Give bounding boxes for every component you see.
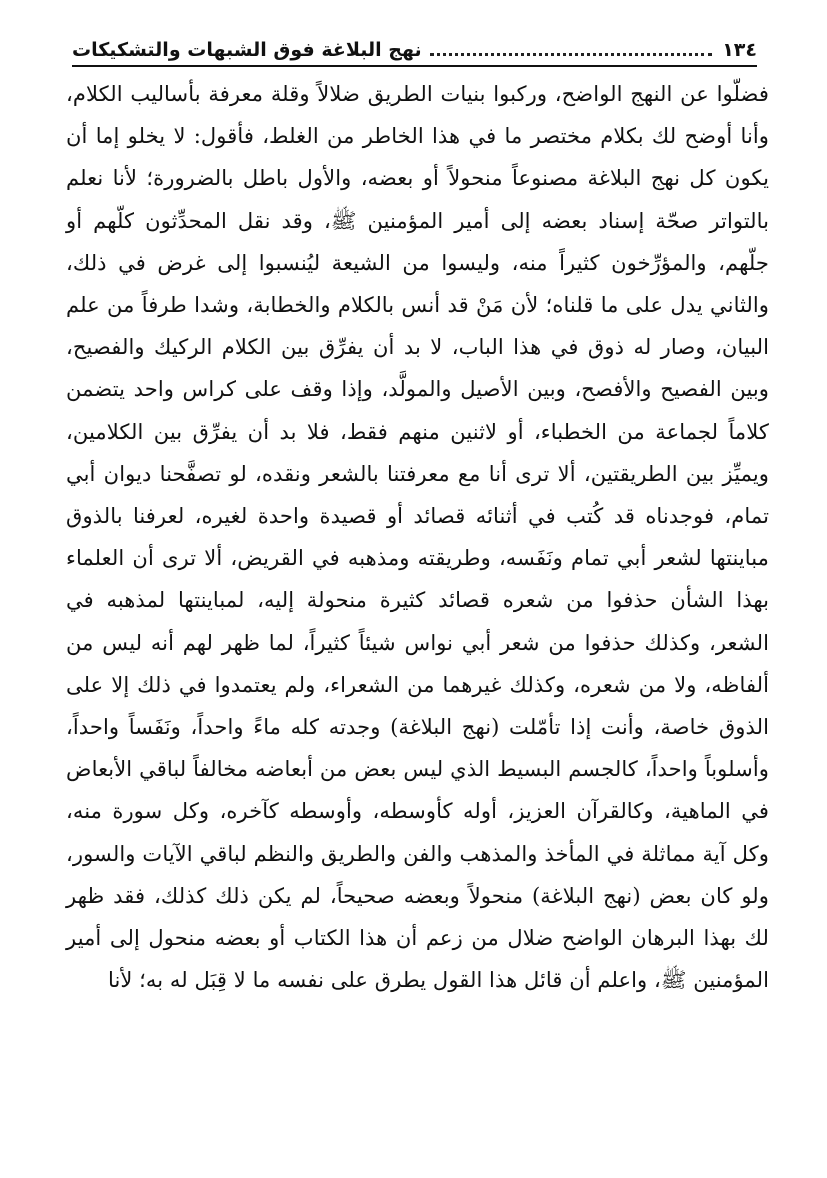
running-header [72, 24, 757, 64]
header-rule [72, 65, 757, 67]
running-header-title: نهج البلاغة فوق الشبهات والتشكيكات [72, 39, 422, 61]
page-number: ١٣٤ [722, 39, 757, 61]
body-paragraph: فضلّوا عن النهج الواضح، وركبوا بنيات الطريق ضلالاً وقلة معرفة بأساليب الكلام، وأنا أوضح لك بكلام مختصر ما في هذا الخاطر من الغلط، فأقول: لا يخلو إما أن يكون كل نهج البلاغة مصنوعاً منحولاً أو بعضه، والأول باطل بالضرورة؛ لأنا نعلم بالتواتر صحّة إسناد بعضه إلى أمير المؤمنين ﷺ، وقد نقل المحدِّثون كلّهم أو جلّهم، والمؤرِّخون كثيراً منه، وليسوا من الشيعة ليُنسبوا إلى غرض في ذلك، والثاني يدل على ما قلناه؛ لأن مَنْ قد أنس بالكلام والخطابة، وشدا طرفاً من علم البيان، وصار له ذوق في هذا الباب، لا بد أن يفرِّق بين الكلام الركيك والفصيح، وبين الفصيح والأفصح، وبين الأصيل والمولَّد، وإذا وقف على كراس واحد يتضمن كلاماً لجماعة من الخطباء، أو لاثنين منهم فقط، فلا بد أن يفرِّق بين الكلامين، ويميِّز بين الطريقتين، ألا ترى أنا مع معرفتنا بالشعر ونقده، لو تصفَّحنا ديوان أبي تمام، فوجدناه قد كُتب في أثنائه قصائد أو قصيدة واحدة لغيره، لعرفنا بالذوق مباينتها لشعر أبي تمام ونَفَسه، وطريقته ومذهبه في القريض، ألا ترى أن العلماء بهذا الشأن حذفوا من شعره قصائد كثيرة منحولة إليه، لمباينتها لمذهبه في الشعر، وكذلك حذفوا من شعر أبي نواس شيئاً كثيراً، لما ظهر لهم أنه ليس من ألفاظه، ولا من شعره، وكذلك غيرهما من الشعراء، ولم يعتمدوا في ذلك إلا على الذوق خاصة، وأنت إذا تأمّلت (نهج البلاغة) وجدته كله ماءً واحداً، ونَفَساً واحداً، وأسلوباً واحداً، كالجسم البسيط الذي ليس بعض من أبعاضه مخالفاً لباقي الأبعاض في الماهية، وكالقرآن العزيز، أوله كأوسطه، وأوسطه كآخره، وكل سورة منه، وكل آية مماثلة في المأخذ والمذهب والفن والطريق والنظم لباقي الآيات والسور، ولو كان بعض (نهج البلاغة) منحولاً وبعضه صحيحاً، لم يكن ذلك كذلك، فقد ظهر لك بهذا البرهان الواضح ضلال من زعم أن هذا الكتاب أو بعضه منحول إلى أمير المؤمنين ﷺ، واعلم أن قائل هذا القول يطرق على نفسه ما لا قِبَل له به؛ لأنا [66, 81, 769, 993]
dotted-leader [430, 53, 713, 56]
